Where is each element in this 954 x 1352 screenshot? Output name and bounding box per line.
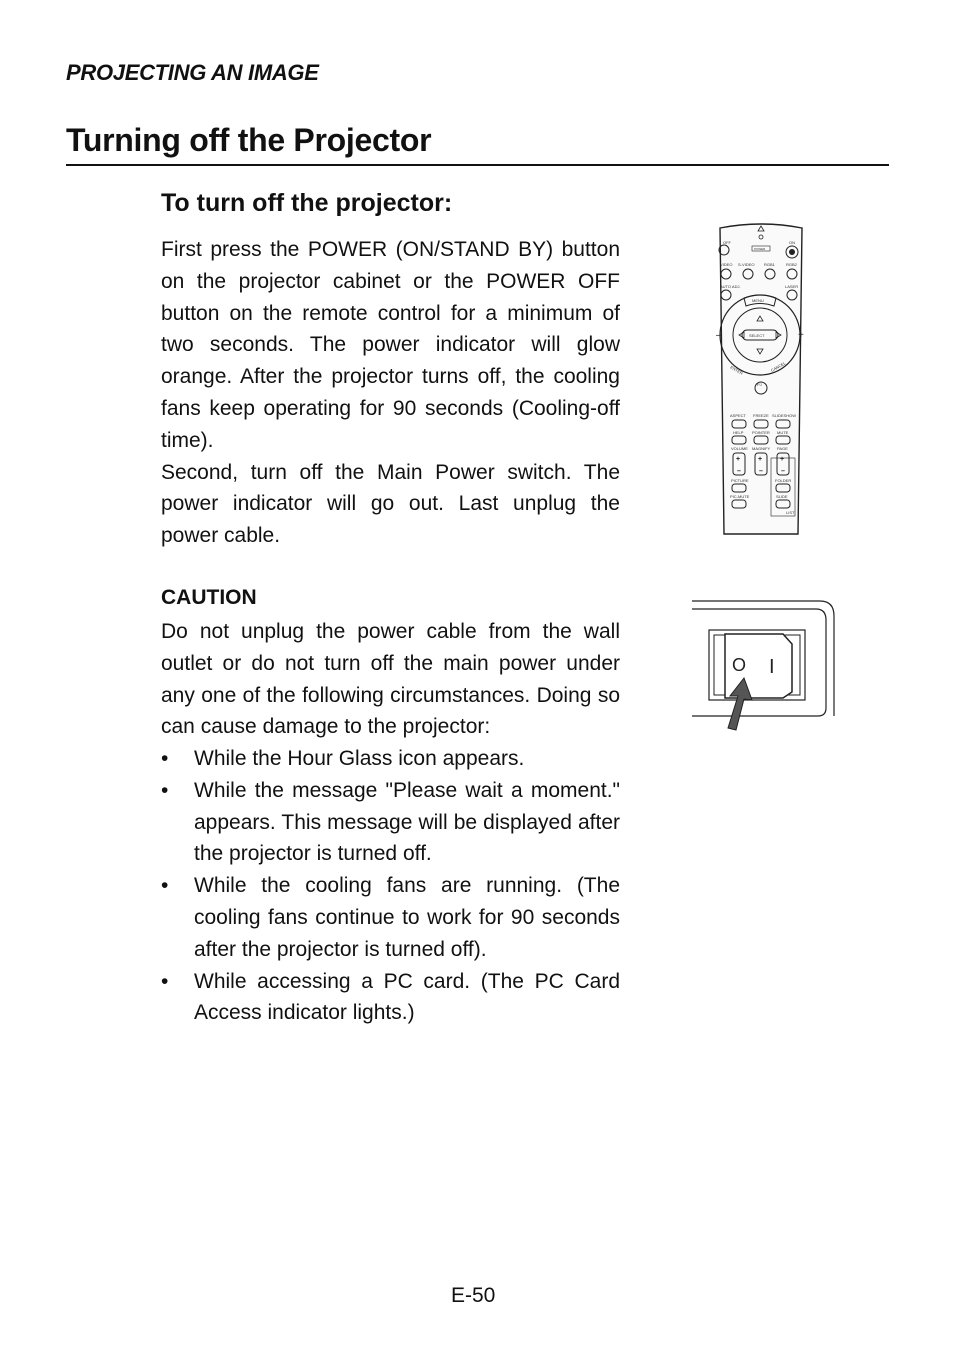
- remote-label-mute: MUTE: [777, 430, 789, 435]
- power-switch-illustration: [692, 596, 838, 732]
- list-item: • While the cooling fans are running. (The cooling fans continue to work for 90 seconds after the projector is turned off).: [161, 870, 620, 965]
- svg-text:+: +: [736, 456, 741, 463]
- remote-label-slide: SLIDE: [776, 494, 788, 499]
- svg-text:+: +: [758, 456, 763, 463]
- remote-label-select: SELECT: [749, 333, 765, 338]
- page-number: E-50: [451, 1284, 496, 1307]
- remote-label-aspect: ASPECT: [730, 413, 747, 418]
- remote-label-auto-adj: AUTO ADJ.: [720, 284, 741, 289]
- svg-text:+: +: [798, 330, 804, 341]
- remote-label-pic-mute: PIC-MUTE: [730, 494, 750, 499]
- svg-text:+: +: [780, 456, 785, 463]
- list-item: • While accessing a PC card. (The PC Card Access indicator lights.): [161, 966, 620, 1030]
- remote-label-help: HELP: [733, 430, 744, 435]
- remote-label-cancel: CANCEL: [770, 360, 787, 373]
- title-divider: [66, 164, 889, 166]
- instruction-paragraph-2: Second, turn off the Main Power switch. The power indicator will go out. Last unplug the power cable.: [161, 460, 620, 548]
- list-item: • While the message "Please wait a moment." appears. This message will be displayed after the projector is turned off.: [161, 775, 620, 870]
- remote-label-on: ON: [789, 240, 795, 245]
- remote-label-picture: PICTURE: [731, 478, 749, 483]
- svg-text:–: –: [716, 330, 722, 341]
- remote-label-freeze: FREEZE: [753, 413, 769, 418]
- remote-label-enter: ENTER: [729, 364, 744, 376]
- section-label: PROJECTING AN IMAGE: [66, 60, 319, 85]
- remote-control-illustration: [706, 220, 816, 540]
- caution-text: Do not unplug the power cable from the wall outlet or do not turn off the main power under any one of the following circumstances. Doing so can cause damage to the projector:: [161, 620, 620, 739]
- remote-label-pj: PJ: [757, 382, 762, 387]
- remote-label-video: VIDEO: [720, 262, 733, 267]
- svg-text:–: –: [737, 468, 741, 475]
- remote-label-svideo: S-VIDEO: [738, 262, 755, 267]
- instruction-paragraph-1: First press the POWER (ON/STAND BY) button on the projector cabinet or the POWER OFF button on the remote control for a minimum of two seconds. The power indicator will glow orange. After the projector turns off, the cooling fans keep operating for 90 seconds (Cooling-off time).: [161, 238, 620, 452]
- subheading: To turn off the projector:: [161, 189, 453, 217]
- switch-off-symbol: O: [732, 655, 747, 675]
- list-item: • While the Hour Glass icon appears.: [161, 743, 620, 775]
- svg-text:–: –: [759, 468, 763, 475]
- caution-heading: CAUTION: [161, 586, 257, 609]
- remote-label-page: PAGE: [777, 446, 788, 451]
- remote-label-rgb1: RGB1: [764, 262, 775, 267]
- remote-label-rgb2: RGB2: [786, 262, 797, 267]
- page-title: Turning off the Projector: [66, 122, 432, 158]
- instructions: [161, 234, 620, 552]
- remote-label-folder: FOLDER: [775, 478, 792, 483]
- switch-on-symbol: I: [769, 656, 775, 678]
- caution-list: [161, 743, 620, 1029]
- remote-label-magnify: MAGNIFY: [752, 446, 771, 451]
- remote-label-off: OFF: [723, 240, 731, 245]
- remote-label-slideshow: SLIDESHOW: [772, 413, 797, 418]
- remote-label-volume: VOLUME: [731, 446, 748, 451]
- remote-label-menu: MENU: [752, 298, 764, 303]
- remote-label-power: POWER: [754, 247, 766, 251]
- remote-label-list: LIST: [786, 510, 795, 515]
- svg-text:–: –: [781, 468, 785, 475]
- remote-label-pointer: POINTER: [752, 430, 770, 435]
- remote-label-laser: LASER: [785, 284, 799, 289]
